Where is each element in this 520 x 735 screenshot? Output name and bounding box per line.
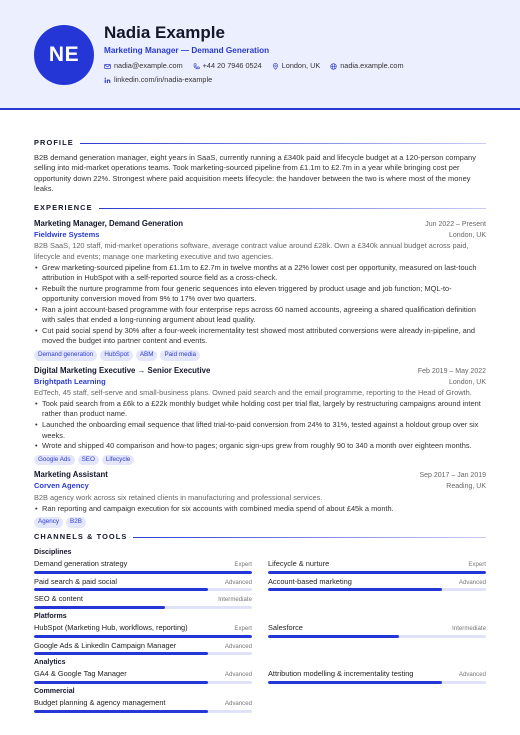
skill-header (34, 559, 252, 570)
skill-tag: Paid media (160, 350, 200, 361)
skill-bar (268, 571, 486, 574)
skill-bar-fill (34, 652, 208, 655)
phone-text: +44 20 7946 0524 (202, 61, 262, 70)
skill-tag: Demand generation (34, 350, 97, 361)
skill-level: Intermediate (218, 596, 252, 604)
skill-item (268, 623, 486, 638)
profile-summary: B2B demand generation manager, eight years in SaaS, currently running a £340k paid and lifecycle budget at a 120-person company selling into mid-market operations teams. Took marketing-sourced pipeline from £1.1m to £2.7m in a year while bringing cost per opportunity down 22%. Strongest where paid acquisition meets lifecycle: the handover between the two is where most of the money leaks. (34, 152, 476, 194)
skill-header (34, 669, 252, 680)
skill-tag: Google Ads (34, 455, 75, 466)
achievement-item: • Cut paid social spend by 30% after a four-week incrementality test showed most attributed conversions were already in-pipeline, and moved the budget into partner content and events. (34, 326, 486, 347)
skill-bar (268, 681, 486, 684)
contact-row (104, 61, 404, 71)
skill-bar-fill (268, 635, 399, 638)
skill-level: Advanced (224, 699, 252, 707)
phone-icon (193, 63, 200, 70)
experience-heading (34, 203, 486, 214)
skill-item (34, 559, 252, 574)
skill-name: Budget planning & agency management (34, 697, 166, 707)
avatar-initials: NE (48, 43, 80, 67)
contact-website[interactable] (330, 61, 403, 71)
skill-name: HubSpot (Marketing Hub, workflows, reporting) (34, 622, 188, 632)
skill-name: Paid search & paid social (34, 576, 117, 586)
job-description: B2B SaaS, 120 staff, mid-market operations software, average contract value around £28k. Own a £340k annual budget across paid, lifecycle and events; manage one marketing executive and two agencies. (34, 241, 469, 261)
location-text: London, UK (281, 61, 321, 70)
skill-bar (34, 652, 252, 655)
job-location: London, UK (449, 378, 486, 386)
job-location: Reading, UK (446, 483, 486, 491)
skill-item (34, 594, 252, 609)
achievement-item: • Wrote and shipped 40 comparison and how-to pages; organic sign-ups grew from roughly 90 to 340 a month over eighteen months. (34, 441, 486, 452)
skill-name: GA4 & Google Tag Manager (34, 669, 127, 679)
skill-item (268, 577, 486, 592)
skill-bar (34, 710, 252, 713)
tag-list (34, 455, 486, 466)
skill-level: Advanced (458, 578, 486, 586)
resume-body (34, 138, 486, 713)
skill-grid (34, 698, 486, 713)
skill-name: Attribution modelling & incrementality testing (268, 669, 414, 679)
achievement-item: • Ran reporting and campaign execution for six accounts with combined media spend of about £45k a month. (34, 504, 486, 515)
contact-location (272, 61, 321, 71)
skill-item (34, 641, 252, 656)
achievement-item: • Launched the onboarding email sequence that lifted trial-to-paid conversion from 24% to 31%, tested against a holdout group over six weeks. (34, 420, 486, 441)
skill-level: Expert (468, 560, 486, 568)
email-text: nadia@example.com (114, 61, 183, 70)
skill-name: Demand generation strategy (34, 558, 128, 568)
skill-item (268, 669, 486, 684)
avatar (34, 25, 94, 85)
website-text: nadia.example.com (340, 61, 404, 70)
job-description: EdTech, 45 staff, self-serve and small-business plans. Owned paid search and the email programme, reporting to the Head of Growth. (34, 388, 472, 398)
experience-list (34, 218, 486, 529)
skill-bar-fill (34, 571, 252, 574)
skill-tag: HubSpot (100, 350, 133, 361)
skill-grid (34, 623, 486, 655)
job-title: Marketing Assistant (34, 470, 108, 480)
skill-bar (268, 588, 486, 591)
skill-bar-fill (268, 681, 442, 684)
skill-name: SEO & content (34, 594, 83, 604)
skill-bar-fill (34, 606, 165, 609)
tag-list (34, 350, 486, 361)
achievement-item: • Grew marketing-sourced pipeline from £1.1m to £2.7m in twelve months at a 22% lower cost per opportunity, measured on last-touch attribution in HubSpot with a self-reported source field as a cross-check. (34, 263, 486, 284)
job-title: Digital Marketing Executive → Senior Executive (34, 365, 211, 375)
skill-header (268, 559, 486, 570)
job-entry (34, 365, 486, 466)
job-title-row (34, 469, 486, 481)
skill-name: Salesforce (268, 622, 303, 632)
achievement-item: • Rebuilt the nurture programme from four generic sequences into eleven triggered by product usage and job function; MQL-to-opportunity conversion moved from 9% to 17% over two quarters. (34, 284, 486, 305)
job-dates: Jun 2022 – Present (425, 220, 486, 228)
skill-name: Lifecycle & nurture (268, 558, 330, 568)
tag-list (34, 517, 486, 528)
skill-level: Advanced (458, 671, 486, 679)
skill-header (34, 594, 252, 605)
skill-tag: ABM (136, 350, 158, 361)
skill-item (34, 577, 252, 592)
skill-bar (34, 635, 252, 638)
skill-tag: Agency (34, 517, 63, 528)
skill-header (34, 698, 252, 709)
skill-level: Expert (234, 560, 252, 568)
skill-item (34, 669, 252, 684)
skill-bar (34, 606, 252, 609)
globe-icon (330, 63, 337, 70)
linkedin-icon (104, 77, 111, 84)
skills-heading (34, 532, 486, 543)
section-title: PROFILE (34, 138, 74, 147)
email-icon (104, 63, 111, 70)
skill-name: Google Ads & LinkedIn Campaign Manager (34, 640, 177, 650)
skill-grid (34, 669, 486, 684)
profile-heading (34, 138, 486, 149)
contact-email[interactable] (104, 61, 183, 71)
company-name: Corven Agency (34, 481, 89, 491)
contact-linkedin[interactable] (104, 75, 212, 85)
section-title: EXPERIENCE (34, 203, 93, 213)
skill-header (34, 577, 252, 588)
job-company-row (34, 377, 486, 388)
job-dates: Sep 2017 – Jan 2019 (419, 472, 486, 480)
job-title: Marketing Manager, Demand Generation (34, 218, 184, 228)
skill-bar (34, 571, 252, 574)
skill-group-title: Disciplines (34, 547, 72, 556)
resume-header (0, 0, 520, 110)
skill-item (34, 623, 252, 638)
skill-bar-fill (34, 681, 208, 684)
job-company-row (34, 230, 486, 241)
job-title-row (34, 218, 486, 230)
achievement-item: • Took paid search from a £6k to a £22k monthly budget while holding cost per trial flat, largely by restructuring campaigns around intent rather than product name. (34, 399, 486, 420)
skill-level: Advanced (224, 642, 252, 650)
skill-item (268, 559, 486, 574)
achievement-list (34, 399, 486, 452)
skill-header (268, 669, 486, 680)
skill-header (34, 623, 252, 634)
skill-tag: B2B (66, 517, 86, 528)
company-name: Brightpath Learning (34, 376, 106, 386)
skill-item (34, 698, 252, 713)
skill-grid (34, 559, 486, 609)
job-entry (34, 218, 486, 361)
section-divider (99, 208, 486, 209)
job-description: B2B agency work across six retained clients in manufacturing and professional services. (34, 493, 323, 503)
skills-list (34, 547, 486, 713)
skill-bar-fill (268, 571, 486, 574)
section-divider (80, 143, 486, 144)
skill-level: Advanced (224, 671, 252, 679)
candidate-role: Marketing Manager — Demand Generation (104, 46, 270, 55)
company-name: Fieldwire Systems (34, 229, 100, 239)
job-dates: Feb 2019 – May 2022 (417, 367, 486, 375)
candidate-name: Nadia Example (104, 23, 225, 42)
skill-bar (268, 635, 486, 638)
job-entry (34, 469, 486, 528)
skill-header (34, 641, 252, 652)
skill-level: Intermediate (452, 624, 486, 632)
skill-header (268, 577, 486, 588)
skill-level: Advanced (224, 578, 252, 586)
skill-name: Account-based marketing (268, 576, 352, 586)
location-pin-icon (272, 63, 279, 70)
achievement-item: • Ran a joint account-based programme with four enterprise reps across 60 named accounts, agreeing a shared qualification definition with sales that ended a long-running argument about lead quality. (34, 305, 486, 326)
skill-bar-fill (268, 588, 442, 591)
contact-phone[interactable] (193, 61, 262, 71)
section-title: CHANNELS & TOOLS (34, 532, 128, 542)
skill-group-title: Analytics (34, 658, 66, 667)
skill-bar-fill (34, 710, 208, 713)
skill-bar (34, 681, 252, 684)
job-location: London, UK (449, 231, 486, 239)
skill-level: Expert (234, 624, 252, 632)
achievement-list (34, 504, 486, 515)
skill-header (268, 623, 486, 634)
achievement-list (34, 263, 486, 347)
skill-group-title: Commercial (34, 686, 75, 695)
skill-tag: Lifecycle (102, 455, 135, 466)
job-company-row (34, 481, 486, 492)
linkedin-text: linkedin.com/in/nadia-example (114, 75, 213, 84)
skill-bar (34, 588, 252, 591)
section-divider (133, 537, 486, 538)
skill-bar-fill (34, 588, 208, 591)
skill-bar-fill (34, 635, 252, 638)
skill-group-title: Platforms (34, 611, 67, 620)
skill-tag: SEO (78, 455, 99, 466)
job-title-row (34, 365, 486, 377)
